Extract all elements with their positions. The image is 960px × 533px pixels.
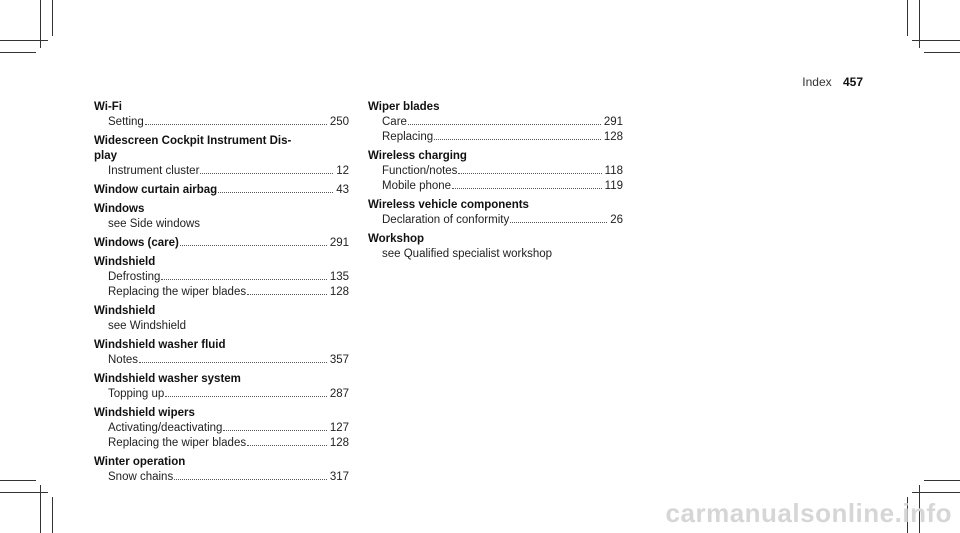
subentry-label: Care: [382, 116, 407, 128]
leader-dots: [452, 188, 602, 189]
leader-dots: [247, 445, 327, 446]
subentry-label: Activating/deactivating: [108, 422, 223, 434]
page-reference: 119: [604, 180, 623, 192]
crop-mark: [0, 492, 48, 493]
leader-dots: [174, 479, 327, 480]
index-heading: Wireless charging: [368, 150, 467, 162]
index-subentry[interactable]: [94, 436, 349, 451]
index-subentry[interactable]: [94, 470, 349, 485]
index-entry: [368, 232, 623, 262]
cross-reference[interactable]: see Side windows: [108, 218, 201, 230]
index-heading: Windshield: [94, 305, 156, 317]
index-subentry[interactable]: [94, 387, 349, 402]
index-subentry[interactable]: [94, 164, 349, 179]
subentry-label: Replacing the wiper blades: [108, 286, 247, 298]
index-entry: [94, 455, 349, 485]
index-heading: Widescreen Cockpit Instrument Dis- play: [94, 135, 292, 162]
index-entry: [368, 100, 623, 145]
index-entry: [94, 255, 349, 300]
subentry-label: Declaration of conformity: [382, 214, 510, 226]
leader-dots: [180, 245, 327, 246]
subentry-label: Notes: [108, 354, 139, 366]
crop-mark: [0, 52, 36, 53]
index-subentry[interactable]: [94, 421, 349, 436]
leader-dots: [165, 396, 327, 397]
crop-mark: [912, 492, 960, 493]
crop-mark: [924, 480, 960, 481]
leader-dots: [161, 279, 326, 280]
index-entry: [94, 202, 349, 232]
index-heading: Wi-Fi: [94, 101, 122, 113]
page-reference: 287: [329, 388, 349, 400]
index-heading: Windshield washer fluid: [94, 339, 226, 351]
page-reference: 128: [329, 286, 349, 298]
leader-dots: [408, 124, 601, 125]
index-subentry[interactable]: [368, 115, 623, 130]
index-entry: [94, 372, 349, 402]
page-reference: 135: [329, 271, 349, 283]
index-heading: Winter operation: [94, 456, 186, 468]
crop-mark: [924, 52, 960, 53]
index-heading-line[interactable]: [94, 236, 349, 251]
subentry-label: Defrosting: [108, 271, 161, 283]
index-entry: [94, 134, 349, 179]
cross-reference[interactable]: see Qualified specialist workshop: [382, 248, 553, 260]
page-header: [802, 75, 863, 89]
index-entry: [94, 304, 349, 334]
page-reference: 118: [604, 165, 623, 177]
section-title: Index: [802, 75, 832, 89]
index-subentry[interactable]: [368, 213, 623, 228]
page-reference: 357: [329, 354, 349, 366]
page-reference: 26: [610, 214, 623, 226]
crop-mark: [0, 40, 48, 41]
page-reference: 291: [603, 116, 623, 128]
index-subentry[interactable]: [368, 130, 623, 145]
page-reference: 43: [336, 184, 349, 196]
page-reference: 12: [336, 165, 349, 177]
subentry-label: Topping up: [108, 388, 165, 400]
crop-mark: [52, 497, 53, 533]
page-number: 457: [842, 75, 863, 89]
index-entry: [94, 183, 349, 198]
page-reference: 128: [603, 131, 623, 143]
crop-mark: [52, 0, 53, 36]
index-heading: Windows: [94, 203, 145, 215]
subentry-label: Setting: [108, 116, 144, 128]
cross-reference[interactable]: see Windshield: [108, 320, 186, 332]
leader-dots: [139, 362, 327, 363]
crop-mark: [0, 480, 36, 481]
index-heading: Windshield wipers: [94, 407, 195, 419]
leader-dots: [218, 192, 333, 193]
subentry-label: Snow chains: [108, 471, 174, 483]
page-reference: 250: [329, 116, 349, 128]
index-heading: Window curtain airbag: [94, 184, 218, 196]
index-heading: Workshop: [368, 233, 425, 245]
index-subentry[interactable]: [94, 115, 349, 130]
leader-dots: [223, 430, 326, 431]
subentry-label: Replacing: [382, 131, 434, 143]
index-heading: Windows (care): [94, 237, 179, 249]
index-heading: Wireless vehicle components: [368, 199, 529, 211]
watermark: carmanualsonline.info: [665, 498, 952, 528]
index-heading: Windshield: [94, 256, 156, 268]
leader-dots: [434, 139, 601, 140]
index-column-left: [94, 100, 349, 489]
index-entry: [94, 406, 349, 451]
leader-dots: [247, 294, 327, 295]
index-subentry[interactable]: [94, 353, 349, 368]
leader-dots: [145, 124, 327, 125]
index-subentry[interactable]: [94, 285, 349, 300]
index-entry: [94, 338, 349, 368]
index-column-right: [368, 100, 623, 266]
crop-mark: [912, 40, 960, 41]
index-subentry[interactable]: [368, 179, 623, 194]
page-reference: 127: [329, 422, 349, 434]
subentry-label: Instrument cluster: [108, 165, 200, 177]
subentry-label: Function/notes: [382, 165, 458, 177]
leader-dots: [200, 173, 333, 174]
index-heading: Wiper blades: [368, 101, 440, 113]
crop-mark: [907, 0, 908, 36]
index-heading: Windshield washer system: [94, 373, 241, 385]
index-subentry[interactable]: [94, 270, 349, 285]
leader-dots: [458, 173, 601, 174]
index-entry: [368, 149, 623, 194]
subentry-label: Mobile phone: [382, 180, 452, 192]
index-entry: [94, 236, 349, 251]
index-entry: [94, 100, 349, 130]
index-heading-line[interactable]: [94, 183, 349, 198]
subentry-label: Replacing the wiper blades: [108, 437, 247, 449]
leader-dots: [510, 222, 607, 223]
index-entry: [368, 198, 623, 228]
page-reference: 291: [329, 237, 349, 249]
index-subentry[interactable]: [368, 164, 623, 179]
page-reference: 128: [329, 437, 349, 449]
page-reference: 317: [329, 471, 349, 483]
